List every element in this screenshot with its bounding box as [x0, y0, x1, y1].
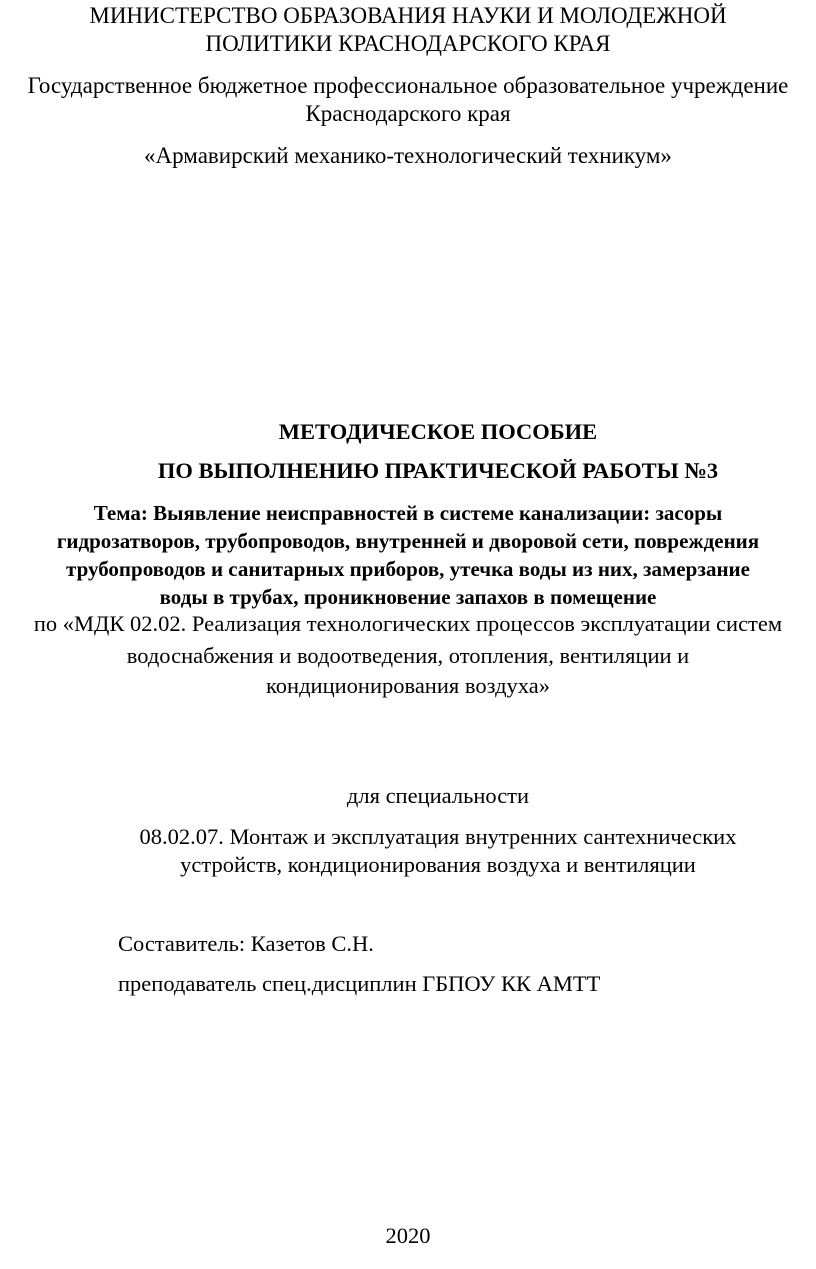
course-line-1: по «МДК 02.02. Реализация технологических процессов эксплуатации систем [33, 611, 783, 636]
doc-title-line-2: ПО ВЫПОЛНЕНИЮ ПРАКТИЧЕСКОЙ РАБОТЫ №3 [157, 458, 719, 483]
college-name: «Армавирский механико-технологический техникум» [144, 143, 672, 168]
topic-line-1: Тема: Выявление неисправностей в системе канализации: засоры [93, 501, 723, 525]
course-line-2: водоснабжения и водоотведения, отопления, вентиляции и [126, 643, 690, 668]
topic-line-4: воды в трубах, проникновение запахов в помещение [159, 585, 657, 609]
ministry-line-2: ПОЛИТИКИ КРАСНОДАРСКОГО КРАЯ [205, 31, 611, 56]
specialty-label: для специальности [346, 783, 530, 808]
institution-line-2: Краснодарского края [305, 101, 511, 126]
topic-line-2: гидрозатворов, трубопроводов, внутренней и дворовой сети, повреждения [56, 529, 760, 553]
topic-line-3: трубопроводов и санитарных приборов, утечка воды из них, замерзание [66, 557, 750, 581]
institution-line-1: Государственное бюджетное профессиональное образовательное учреждение [27, 73, 789, 98]
publication-year: 2020 [385, 1223, 431, 1248]
specialty-line-2: устройств, кондиционирования воздуха и вентиляции [180, 852, 696, 877]
ministry-line-1: МИНИСТЕРСТВО ОБРАЗОВАНИЯ НАУКИ И МОЛОДЕЖНОЙ [89, 3, 727, 28]
compiler-line: Составитель: Казетов С.Н. [118, 931, 374, 956]
author-position: преподаватель спец.дисциплин ГБПОУ КК АМТТ [118, 971, 601, 996]
specialty-line-1: 08.02.07. Монтаж и эксплуатация внутренних сантехнических [139, 824, 737, 849]
course-line-3: кондиционирования воздуха» [266, 673, 550, 698]
doc-title-line-1: МЕТОДИЧЕСКОЕ ПОСОБИЕ [278, 419, 598, 444]
